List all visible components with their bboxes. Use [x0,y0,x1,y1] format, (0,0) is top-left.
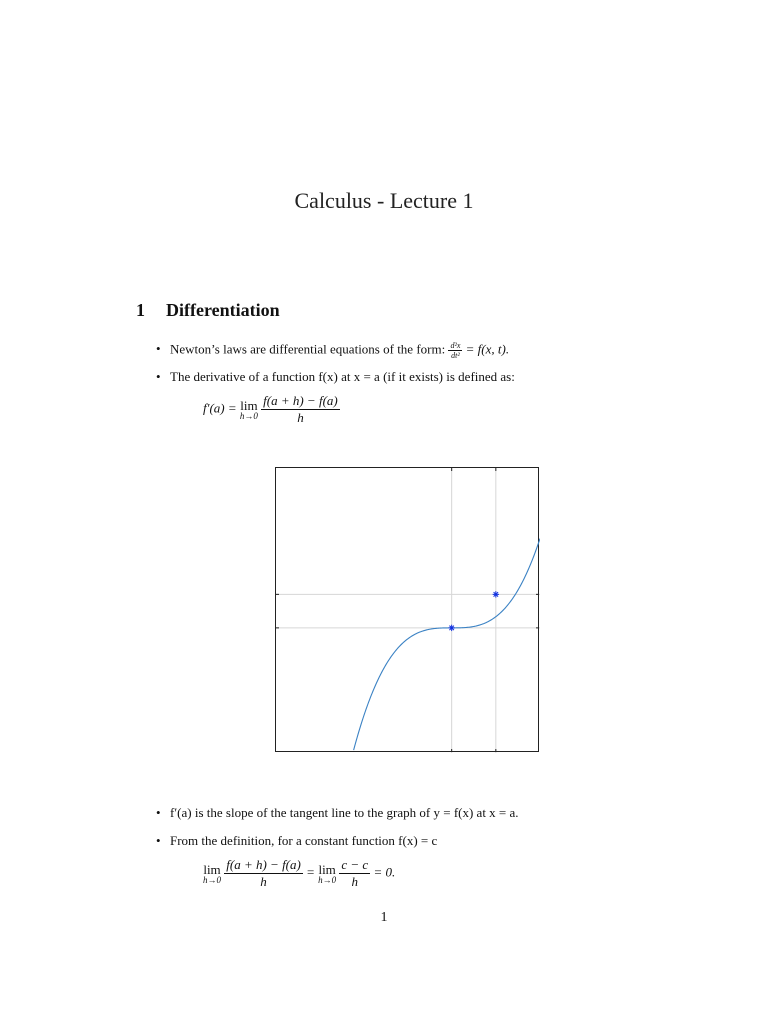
bullet-dot: • [156,369,161,384]
eq-fraction: $\frac{c - c}{h}$ [341,857,369,889]
page-number: 1 [380,910,388,925]
bullet-dot: • [156,805,161,820]
eq-limit: lim h→0 [203,861,221,885]
function-curve [354,539,540,751]
marked-points [448,591,499,631]
inline-fraction: $\frac{\text{d²x}}{\text{dt²}}$ [450,341,461,360]
bullet-dot: • [156,341,161,357]
inline-rhs: = f(x, t). [465,341,510,357]
bullet-text: f′(a) is the slope of the tangent line to the graph of y = f(x) at x = a. [170,805,519,820]
document-title: Calculus - Lecture 1 [294,188,474,213]
eq-limit: lim h→0 [318,861,337,885]
equation-derivative-definition [203,393,340,426]
eq-fraction: $\frac{f(a + h) - f(a)}{h}$ [263,393,338,425]
bullet-constant [156,833,437,849]
bullet-slope [156,805,519,821]
bullet-newton [156,341,509,360]
eq-equals: = [306,864,315,880]
eq-limit: lim h→0 [239,397,258,421]
equation-constant-derivative [203,857,395,890]
section-heading [136,300,280,321]
point-marker [493,591,499,597]
bullet-dot: • [156,833,161,848]
section-title: Differentiation [166,300,280,320]
cubic-function-plot [275,467,540,753]
eq-rhs: = 0. [373,864,396,880]
chart-grid [275,467,540,753]
point-marker [448,625,454,631]
eq-lhs: f′(a) = [203,400,237,416]
bullet-text: Newton’s laws are differential equations of the form: [170,341,446,357]
axis-ticks [276,468,539,752]
bullet-derivative [156,369,515,385]
bullet-text: The derivative of a function f(x) at x = a (if it exists) is defined as: [170,369,515,384]
section-number: 1 [136,300,145,320]
eq-fraction: $\frac{f(a + h) - f(a)}{h}$ [226,857,301,889]
bullet-text: From the definition, for a constant function f(x) = c [170,833,438,848]
plot-frame [276,468,539,752]
